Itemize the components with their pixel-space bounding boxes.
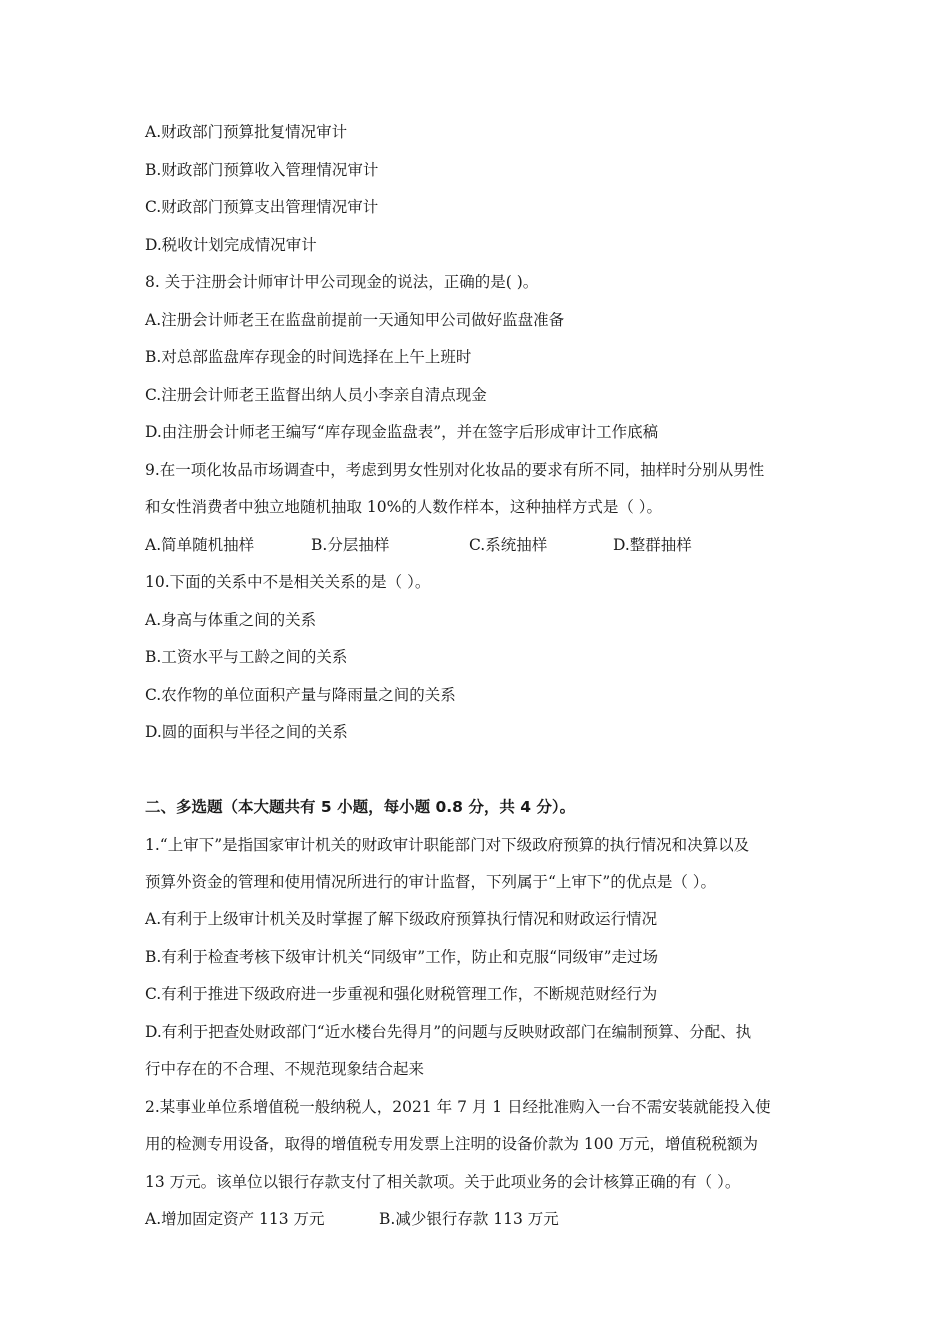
m1-option-a: A.有利于上级审计机关及时掌握了解下级政府预算执行情况和财政运行情况 xyxy=(145,910,658,928)
q10-option-b: B.工资水平与工龄之间的关系 xyxy=(145,648,348,666)
m1-option-d-line2: 行中存在的不合理、不规范现象结合起来 xyxy=(145,1060,425,1078)
q9-stem-line2: 和女性消费者中独立地随机抽取 10%的人数作样本，这种抽样方式是（ ）。 xyxy=(145,498,663,516)
q7-option-c: C.财政部门预算支出管理情况审计 xyxy=(145,198,379,216)
q9-option-a: A.简单随机抽样 xyxy=(145,536,255,554)
q8-option-b: B.对总部监盘库存现金的时间选择在上午上班时 xyxy=(145,348,472,366)
q9-option-c: C.系统抽样 xyxy=(469,536,548,554)
q9-option-b: B.分层抽样 xyxy=(311,536,390,554)
m1-option-d-line1: D.有利于把查处财政部门“近水楼台先得月”的问题与反映财政部门在编制预算、分配、执 xyxy=(145,1023,752,1041)
m1-option-b: B.有利于检查考核下级审计机关“同级审”工作，防止和克服“同级审”走过场 xyxy=(145,948,659,966)
m2-option-b: B.减少银行存款 113 万元 xyxy=(379,1210,559,1228)
q8-option-c: C.注册会计师老王监督出纳人员小李亲自清点现金 xyxy=(145,386,487,404)
q7-option-d: D.税收计划完成情况审计 xyxy=(145,236,317,254)
q7-option-b: B.财政部门预算收入管理情况审计 xyxy=(145,161,379,179)
m2-stem-line2: 用的检测专用设备，取得的增值税专用发票上注明的设备价款为 100 万元，增值税税额为 xyxy=(145,1135,758,1153)
m1-stem-line1: 1.“上审下”是指国家审计机关的财政审计职能部门对下级政府预算的执行情况和决算以及 xyxy=(145,836,750,854)
q8-option-a: A.注册会计师老王在监盘前提前一天通知甲公司做好监盘准备 xyxy=(145,311,565,329)
m1-stem-line2: 预算外资金的管理和使用情况所进行的审计监督，下列属于“上审下”的优点是（ ）。 xyxy=(145,873,717,891)
m2-stem-line1: 2.某事业单位系增值税一般纳税人，2021 年 7 月 1 日经批准购入一台不需安装就能投入使 xyxy=(145,1098,771,1116)
q9-option-d: D.整群抽样 xyxy=(613,536,692,554)
q7-option-a: A.财政部门预算批复情况审计 xyxy=(145,123,348,141)
q10-option-c: C.农作物的单位面积产量与降雨量之间的关系 xyxy=(145,686,456,704)
q10-option-a: A.身高与体重之间的关系 xyxy=(145,611,317,629)
m1-option-c: C.有利于推进下级政府进一步重视和强化财税管理工作，不断规范财经行为 xyxy=(145,985,658,1003)
m2-stem-line3: 13 万元。该单位以银行存款支付了相关款项。关于此项业务的会计核算正确的有（ ）。 xyxy=(145,1173,741,1191)
q8-option-d: D.由注册会计师老王编写“库存现金监盘表”，并在签字后形成审计工作底稿 xyxy=(145,423,659,441)
section2-heading: 二、多选题（本大题共有 5 小题，每小题 0.8 分，共 4 分）。 xyxy=(145,798,576,816)
q8-stem: 8. 关于注册会计师审计甲公司现金的说法，正确的是( )。 xyxy=(145,273,539,291)
q10-stem: 10.下面的关系中不是相关关系的是（ ）。 xyxy=(145,573,431,591)
q10-option-d: D.圆的面积与半径之间的关系 xyxy=(145,723,348,741)
m2-option-a: A.增加固定资产 113 万元 xyxy=(145,1210,325,1228)
q9-stem-line1: 9.在一项化妆品市场调查中，考虑到男女性别对化妆品的要求有所不同，抽样时分别从男性 xyxy=(145,461,765,479)
